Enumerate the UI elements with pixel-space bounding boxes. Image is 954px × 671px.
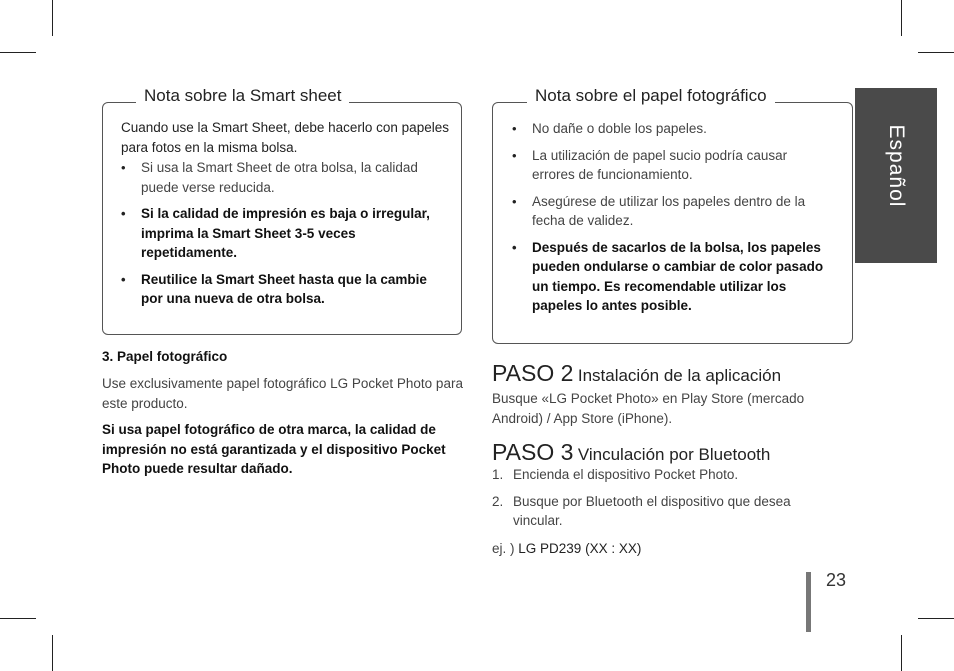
- step2-title: Instalación de la aplicación: [577, 366, 782, 385]
- list-item: • Si usa la Smart Sheet de otra bolsa, la calidad puede verse reducida.: [121, 160, 418, 195]
- step3-title: Vinculación por Bluetooth: [577, 445, 771, 464]
- example-value: LG PD239 (XX : XX): [518, 541, 642, 556]
- step2-heading: [492, 360, 781, 387]
- bullet-icon: •: [512, 239, 517, 255]
- bullet-icon: •: [121, 206, 126, 221]
- crop-mark: [52, 635, 53, 671]
- list-item: • Si la calidad de impresión es baja o irregular, imprima la Smart Sheet 3-5 veces repetidamente.: [121, 206, 430, 260]
- list-item: 2. Busque por Bluetooth el dispositivo que desea vincular.: [492, 493, 791, 528]
- example-prefix: ej. ): [492, 541, 515, 556]
- step2-body: Busque «LG Pocket Photo» en Play Store (mercado Android) / App Store (iPhone).: [492, 391, 805, 426]
- crop-mark: [918, 52, 954, 53]
- list-item: • Reutilice la Smart Sheet hasta que la cambie por una nueva de otra bolsa.: [121, 271, 427, 306]
- crop-mark: [52, 0, 53, 36]
- smart-sheet-note-intro: Cuando use la Smart Sheet, debe hacerlo con papeles para fotos en la misma bolsa.: [121, 120, 449, 155]
- smart-sheet-note-title: Nota sobre la Smart sheet: [136, 86, 349, 106]
- crop-mark: [901, 635, 902, 671]
- step3-heading: [492, 439, 770, 466]
- crop-mark: [0, 618, 36, 619]
- step3-list: [492, 465, 832, 538]
- bullet-icon: •: [512, 147, 517, 163]
- page-number: 23: [826, 570, 847, 590]
- list-item: • No dañe o doble los papeles.: [512, 119, 832, 139]
- paper-section-body: Use exclusivamente papel fotográfico LG Pocket Photo para este producto.: [102, 376, 463, 411]
- step3-label: PASO 3: [492, 439, 574, 465]
- paper-section-heading: 3. Papel fotográfico: [102, 349, 228, 364]
- language-tab-label: Español: [885, 124, 908, 208]
- list-item: • La utilización de papel sucio podría causar errores de funcionamiento.: [512, 147, 788, 182]
- list-item: 1. Encienda el dispositivo Pocket Photo.: [492, 467, 739, 482]
- step3-example: [492, 539, 832, 559]
- bullet-icon: •: [512, 193, 517, 209]
- list-item: • Después de sacarlos de la bolsa, los papeles pueden ondularse o cambiar de color pasado un tiempo. Es recomendable utilizar los papeles lo antes posible.: [512, 239, 824, 313]
- crop-mark: [0, 52, 36, 53]
- page-number-bar: [806, 572, 811, 632]
- step2-label: PASO 2: [492, 360, 574, 386]
- crop-mark: [901, 0, 902, 36]
- crop-mark: [918, 618, 954, 619]
- bullet-icon: •: [121, 271, 126, 287]
- photo-paper-note-title: Nota sobre el papel fotográfico: [527, 86, 775, 106]
- bullet-icon: •: [121, 160, 126, 175]
- bullet-icon: •: [512, 121, 517, 136]
- paper-section-warning: Si usa papel fotográfico de otra marca, la calidad de impresión no está garantizada y el dispositivo Pocket Photo puede resultar dañado.: [102, 422, 446, 476]
- list-item: • Asegúrese de utilizar los papeles dentro de la fecha de validez.: [512, 193, 806, 228]
- photo-paper-note-bullets: [512, 119, 832, 323]
- smart-sheet-note-bullets: [121, 158, 447, 316]
